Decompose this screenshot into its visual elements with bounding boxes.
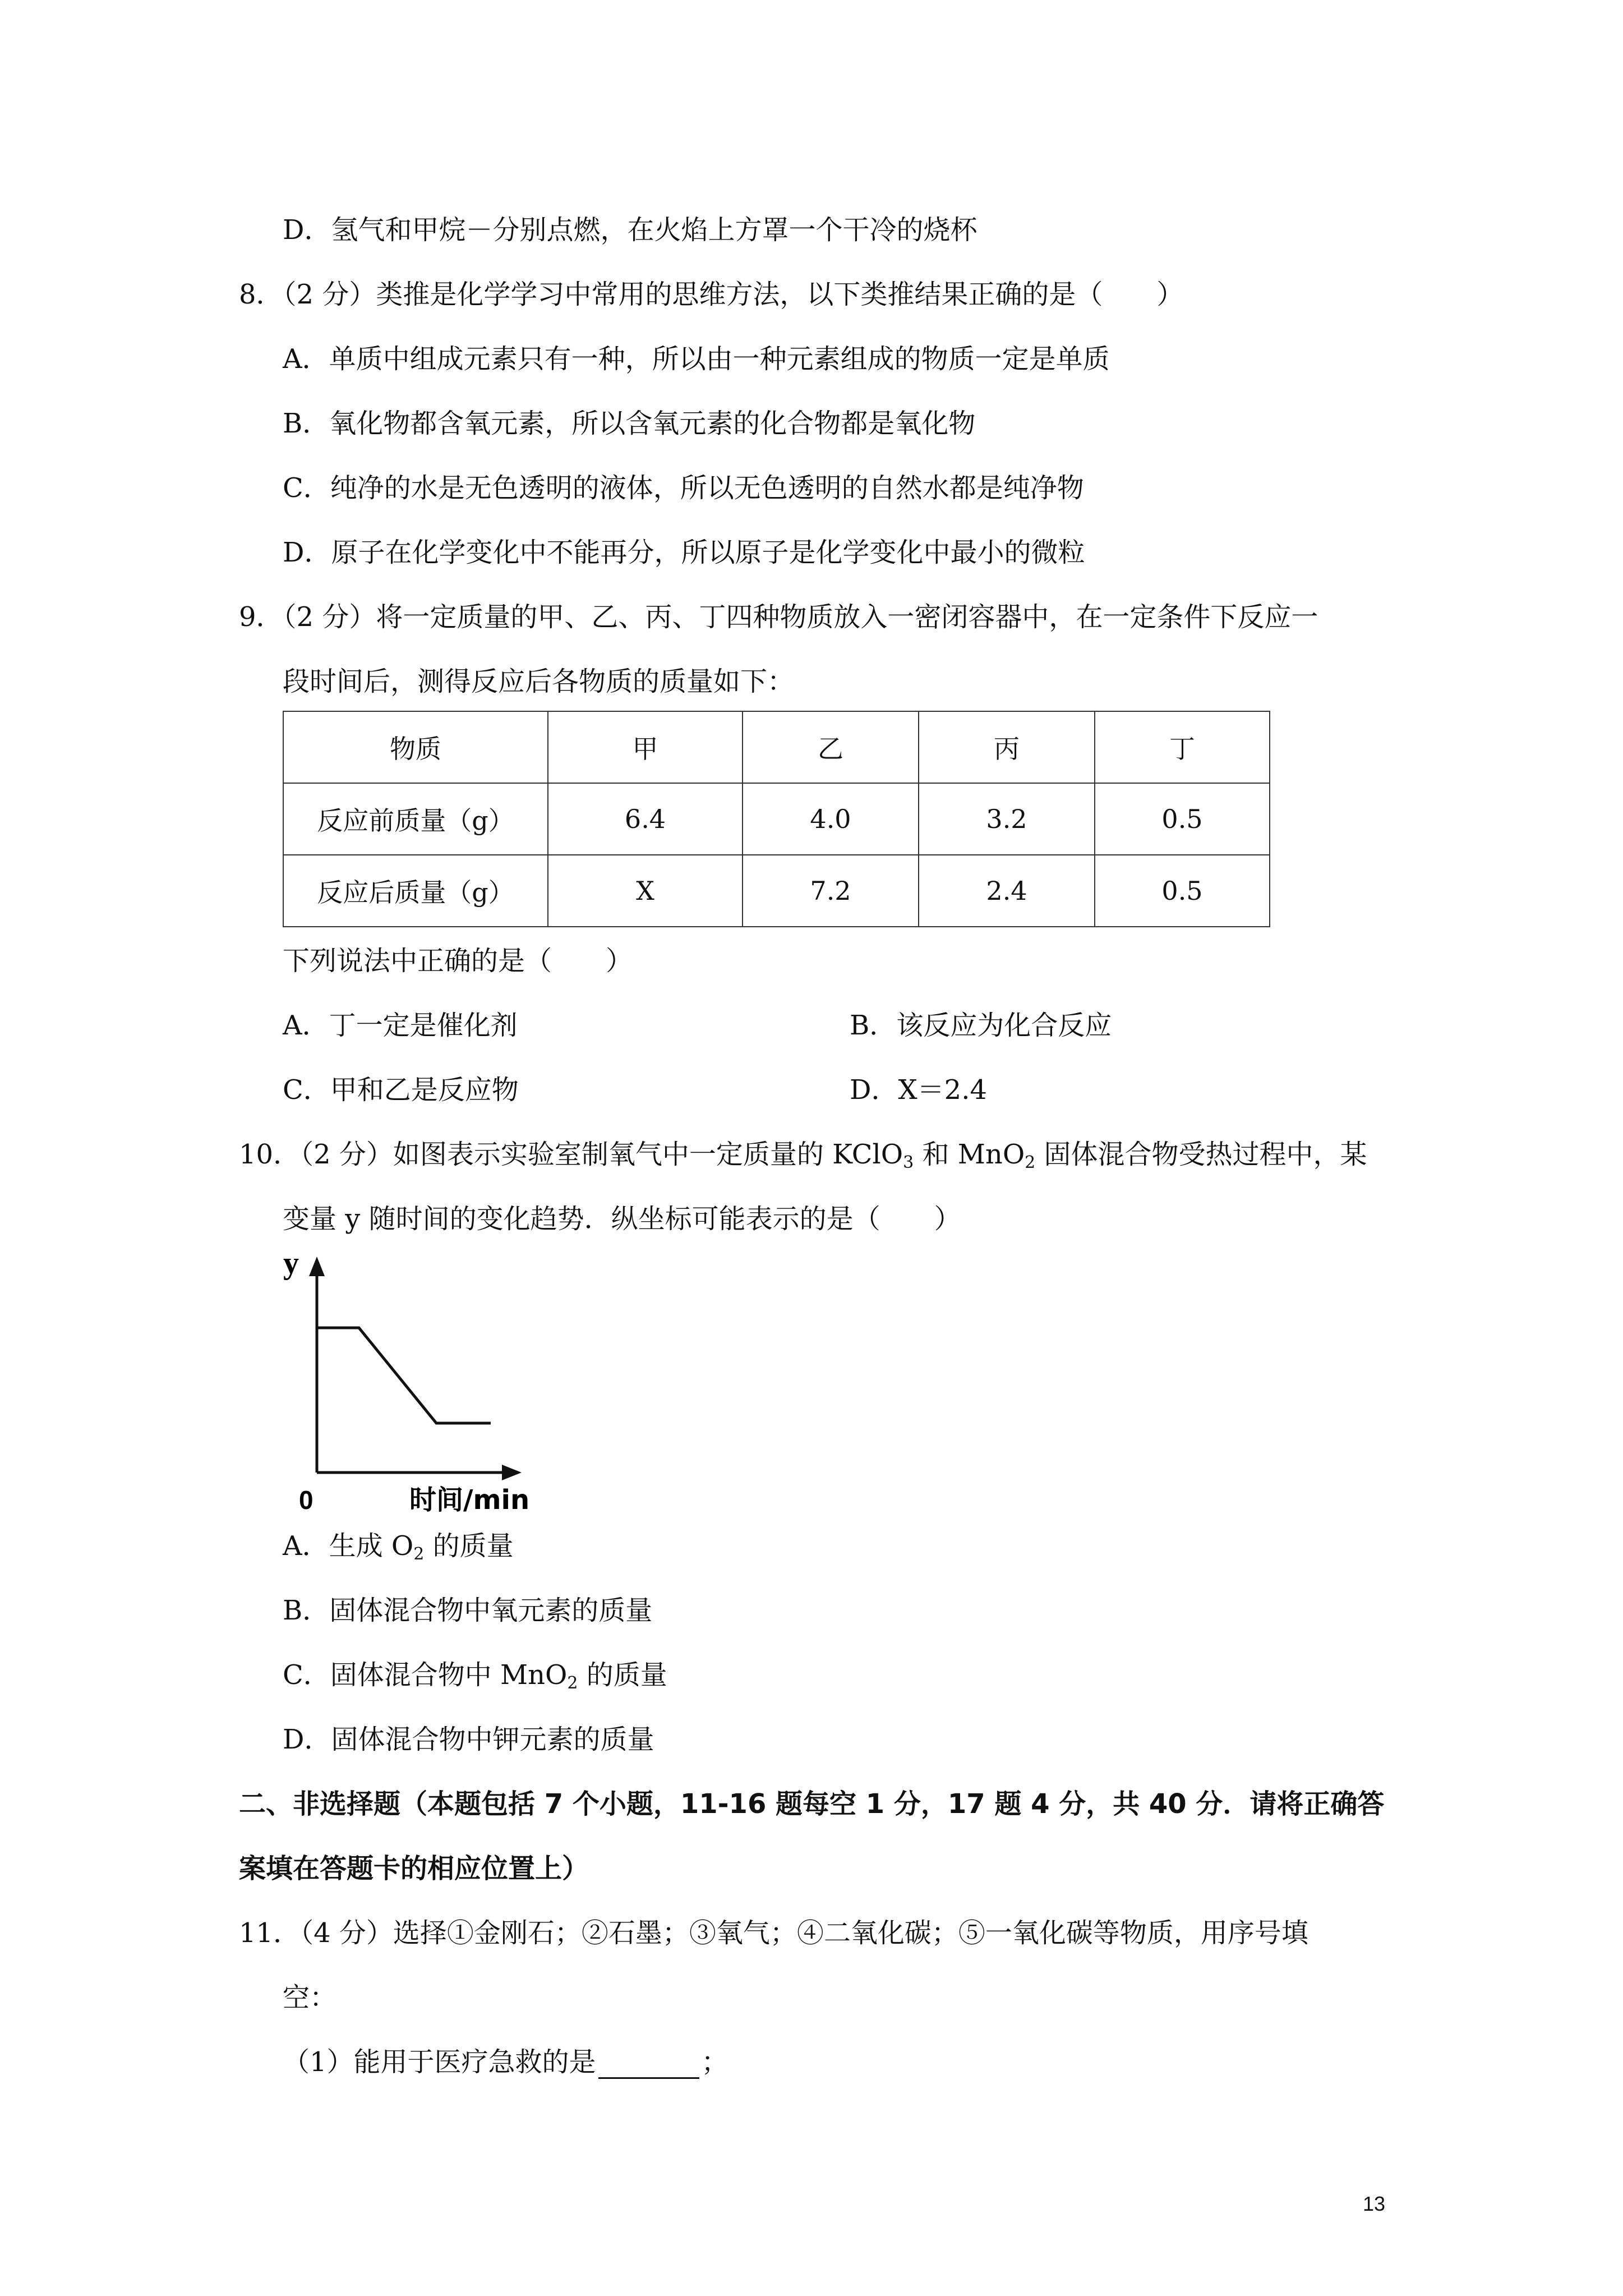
table-cell: 0.5 (1095, 855, 1270, 927)
subscript: 2 (413, 1544, 425, 1564)
q11-stem-line1: 11．（4 分）选择①金刚石；②石墨；③氧气；④二氧化碳；⑤一氧化碳等物质，用序号填 (239, 1917, 1308, 1949)
table-cell: 7.2 (743, 855, 919, 927)
q9-option-a: A．丁一定是催化剂 (283, 1010, 518, 1041)
table-cell: 丁 (1095, 711, 1270, 783)
table-cell: 2.4 (919, 855, 1095, 927)
q11-stem-line2: 空： (283, 1982, 337, 2013)
q10-option-b: B．固体混合物中氧元素的质量 (283, 1595, 653, 1626)
q8-stem: 8．（2 分）类推是化学学习中常用的思维方法，以下类推结果正确的是（ ） (239, 279, 1184, 310)
table-cell: 0.5 (1095, 783, 1270, 855)
option-text: C．固体混合物中 MnO (283, 1659, 568, 1691)
subquestion-text: （1）能用于医疗急救的是 (283, 2046, 596, 2078)
section2-heading-line2: 案填在答题卡的相应位置上） (239, 1853, 589, 1884)
trend-line (317, 1328, 491, 1423)
section2-heading-line1: 二、非选择题（本题包括 7 个小题，11-16 题每空 1 分，17 题 4 分，共 40 分．请将正确答 (239, 1788, 1385, 1820)
q9-prompt: 下列说法中正确的是（ ） (283, 945, 633, 977)
q10-option-c (283, 1658, 667, 1692)
table-header-row (283, 711, 1270, 783)
q8-option-d: D．原子在化学变化中不能再分，所以原子是化学变化中最小的微粒 (283, 537, 1085, 568)
subscript: 2 (1025, 1153, 1036, 1172)
table-cell: 丙 (919, 711, 1095, 783)
q10-stem-line1 (239, 1138, 1367, 1171)
q10-stem-text: 固体混合物受热过程中，某 (1035, 1139, 1367, 1170)
subscript: 2 (567, 1673, 578, 1693)
table-row (283, 783, 1270, 855)
table-row (283, 855, 1270, 927)
q8-option-b: B．氧化物都含氧元素，所以含氧元素的化合物都是氧化物 (283, 408, 976, 439)
q9-option-d: D．X＝2.4 (850, 1074, 987, 1106)
option-text: 的质量 (578, 1659, 667, 1691)
q9-stem-line1: 9．（2 分）将一定质量的甲、乙、丙、丁四种物质放入一密闭容器中，在一定条件下反应一 (239, 601, 1318, 633)
table-cell: 4.0 (743, 783, 919, 855)
x-axis-label: 时间/min (409, 1484, 530, 1512)
option-text: A．生成 O (283, 1530, 414, 1562)
subscript: 3 (903, 1153, 914, 1172)
table-cell: 甲 (548, 711, 743, 783)
table-cell: 乙 (743, 711, 919, 783)
table-cell: 3.2 (919, 783, 1095, 855)
q10-stem-text: 10．（2 分）如图表示实验室制氧气中一定质量的 KClO (239, 1139, 903, 1170)
q10-option-d: D．固体混合物中钾元素的质量 (283, 1724, 654, 1755)
q10-stem-text: 和 MnO (914, 1139, 1025, 1170)
table-cell: 物质 (283, 711, 548, 783)
x-axis-arrow (502, 1465, 522, 1480)
q10-option-a (283, 1529, 514, 1563)
table-cell: X (548, 855, 743, 927)
subquestion-text: ； (701, 2046, 728, 2078)
origin-label: 0 (299, 1485, 313, 1512)
q9-stem-line2: 段时间后，测得反应后各物质的质量如下： (283, 666, 795, 697)
q10-trend-graph (266, 1243, 558, 1512)
y-axis-label: y (283, 1246, 299, 1281)
q7-option-d: D．氢气和甲烷－分别点燃，在火焰上方罩一个干冷的烧杯 (283, 214, 978, 246)
q10-stem-line2: 变量 y 随时间的变化趋势．纵坐标可能表示的是（ ） (283, 1203, 961, 1235)
q9-option-c: C．甲和乙是反应物 (283, 1074, 519, 1106)
q9-mass-table (283, 711, 1270, 927)
q9-option-b: B．该反应为化合反应 (850, 1010, 1112, 1041)
answer-blank[interactable] (598, 2048, 699, 2079)
table-cell: 反应前质量（g） (283, 783, 548, 855)
q8-option-c: C．纯净的水是无色透明的液体，所以无色透明的自然水都是纯净物 (283, 472, 1084, 504)
page-number: 13 (1363, 2192, 1386, 2215)
q8-option-a: A．单质中组成元素只有一种，所以由一种元素组成的物质一定是单质 (283, 343, 1110, 375)
q11-subquestion-1 (283, 2045, 728, 2079)
option-text: 的质量 (424, 1530, 514, 1562)
y-axis-arrow (309, 1257, 325, 1276)
table-cell: 反应后质量（g） (283, 855, 548, 927)
table-cell: 6.4 (548, 783, 743, 855)
